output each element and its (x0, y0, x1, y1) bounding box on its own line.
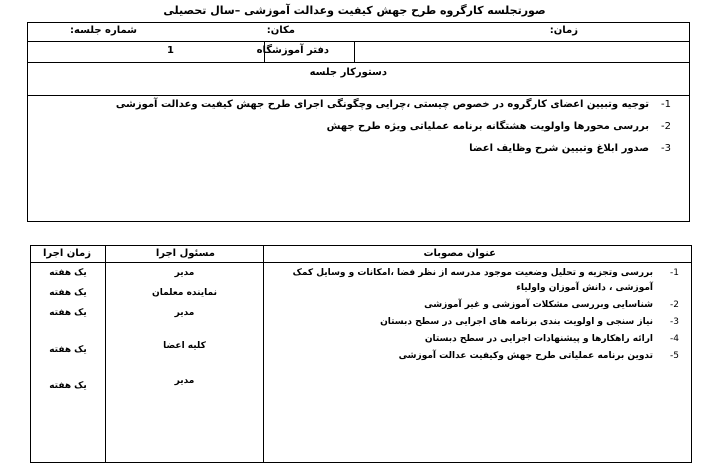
agenda-item (31, 98, 671, 120)
deadline-cell: یک هفته (49, 345, 87, 355)
session-number-value: 1 (167, 45, 174, 56)
resolution-item-text: بررسی وتجزیه و تحلیل وضعیت موجود مدرسه از نظر فضا ،امکانات و وسایل کمک آموزشی ، دانش آموزان واولیاء (292, 268, 653, 293)
resolution-item (287, 315, 679, 330)
agenda-title-divider (27, 95, 690, 96)
responsible-column-divider (263, 245, 264, 463)
agenda-item (31, 120, 671, 142)
agenda-item-number: 1- (661, 99, 671, 110)
meta-column-divider-right (354, 41, 355, 62)
deadline-cell: یک هفته (49, 308, 87, 318)
agenda-item-number: 3- (661, 143, 671, 154)
resolution-item (287, 332, 679, 347)
meta-row-divider-1 (27, 41, 690, 42)
document-title: صورتجلسه کارگروه طرح جهش کیفیت وعدالت آموزشی –سال تحصیلی (163, 4, 546, 17)
place-label: مکان: (266, 25, 295, 36)
agenda-list (31, 98, 671, 164)
resolution-item (287, 349, 679, 364)
agenda-item-text: صدور ابلاغ وتبیین شرح وظایف اعضا (469, 143, 649, 154)
time-label: زمان: (549, 25, 578, 36)
resolution-item-text: تدوین برنامه عملیاتی طرح جهش وکیفیت عدالت آموزشی (398, 351, 653, 361)
responsible-cell: مدیر (174, 268, 195, 278)
resolutions-header-divider (30, 262, 692, 263)
deadline-header: زمان اجرا (42, 248, 91, 259)
responsible-cell: مدیر (174, 308, 195, 318)
agenda-item-number: 2- (661, 121, 671, 132)
resolutions-list (287, 266, 679, 366)
resolution-item (287, 266, 679, 296)
resolution-item-text: نیاز سنجی و اولویت بندی برنامه های اجرایی در سطح دبستان (380, 317, 653, 327)
resolution-item (287, 298, 679, 313)
session-number-label: شماره جلسه: (70, 25, 137, 36)
deadline-cell: یک هفته (49, 268, 87, 278)
responsible-cell: مدیر (174, 376, 195, 386)
meta-row-divider-2 (27, 62, 690, 63)
agenda-title: دستورکار جلسه (309, 67, 387, 78)
resolution-item-number: 4- (670, 334, 679, 344)
resolution-item-text: ارائه راهکارها و پیشنهادات اجرایی در سطح دبستان (424, 334, 653, 344)
agenda-item (31, 142, 671, 164)
agenda-item-text: توجیه وتبیین اعضای کارگروه در خصوص چیستی ،چرایی وچگونگی اجرای طرح جهش کیفیت وعدالت آموزشی (115, 99, 649, 110)
resolution-item-text: شناسایی وبررسی مشکلات آموزشی و غیر آموزشی (424, 300, 653, 310)
resolution-item-number: 3- (670, 317, 679, 327)
agenda-item-text: بررسی محورها واولویت هشتگانه برنامه عملیاتی ویژه طرح جهش (326, 121, 649, 132)
responsible-cell: کلیه اعضا (163, 341, 206, 351)
resolutions-title-header: عنوان مصوبات (423, 248, 496, 259)
responsible-header: مسئول اجرا (155, 248, 215, 259)
resolution-item-number: 5- (670, 351, 679, 361)
resolution-item-number: 1- (670, 268, 679, 278)
resolution-item-number: 2- (670, 300, 679, 310)
responsible-cell: نماینده معلمان (152, 288, 217, 298)
deadline-cell: یک هفته (49, 381, 87, 391)
deadline-cell: یک هفته (49, 288, 87, 298)
place-value: دفتر آموزشگاه (256, 45, 329, 56)
